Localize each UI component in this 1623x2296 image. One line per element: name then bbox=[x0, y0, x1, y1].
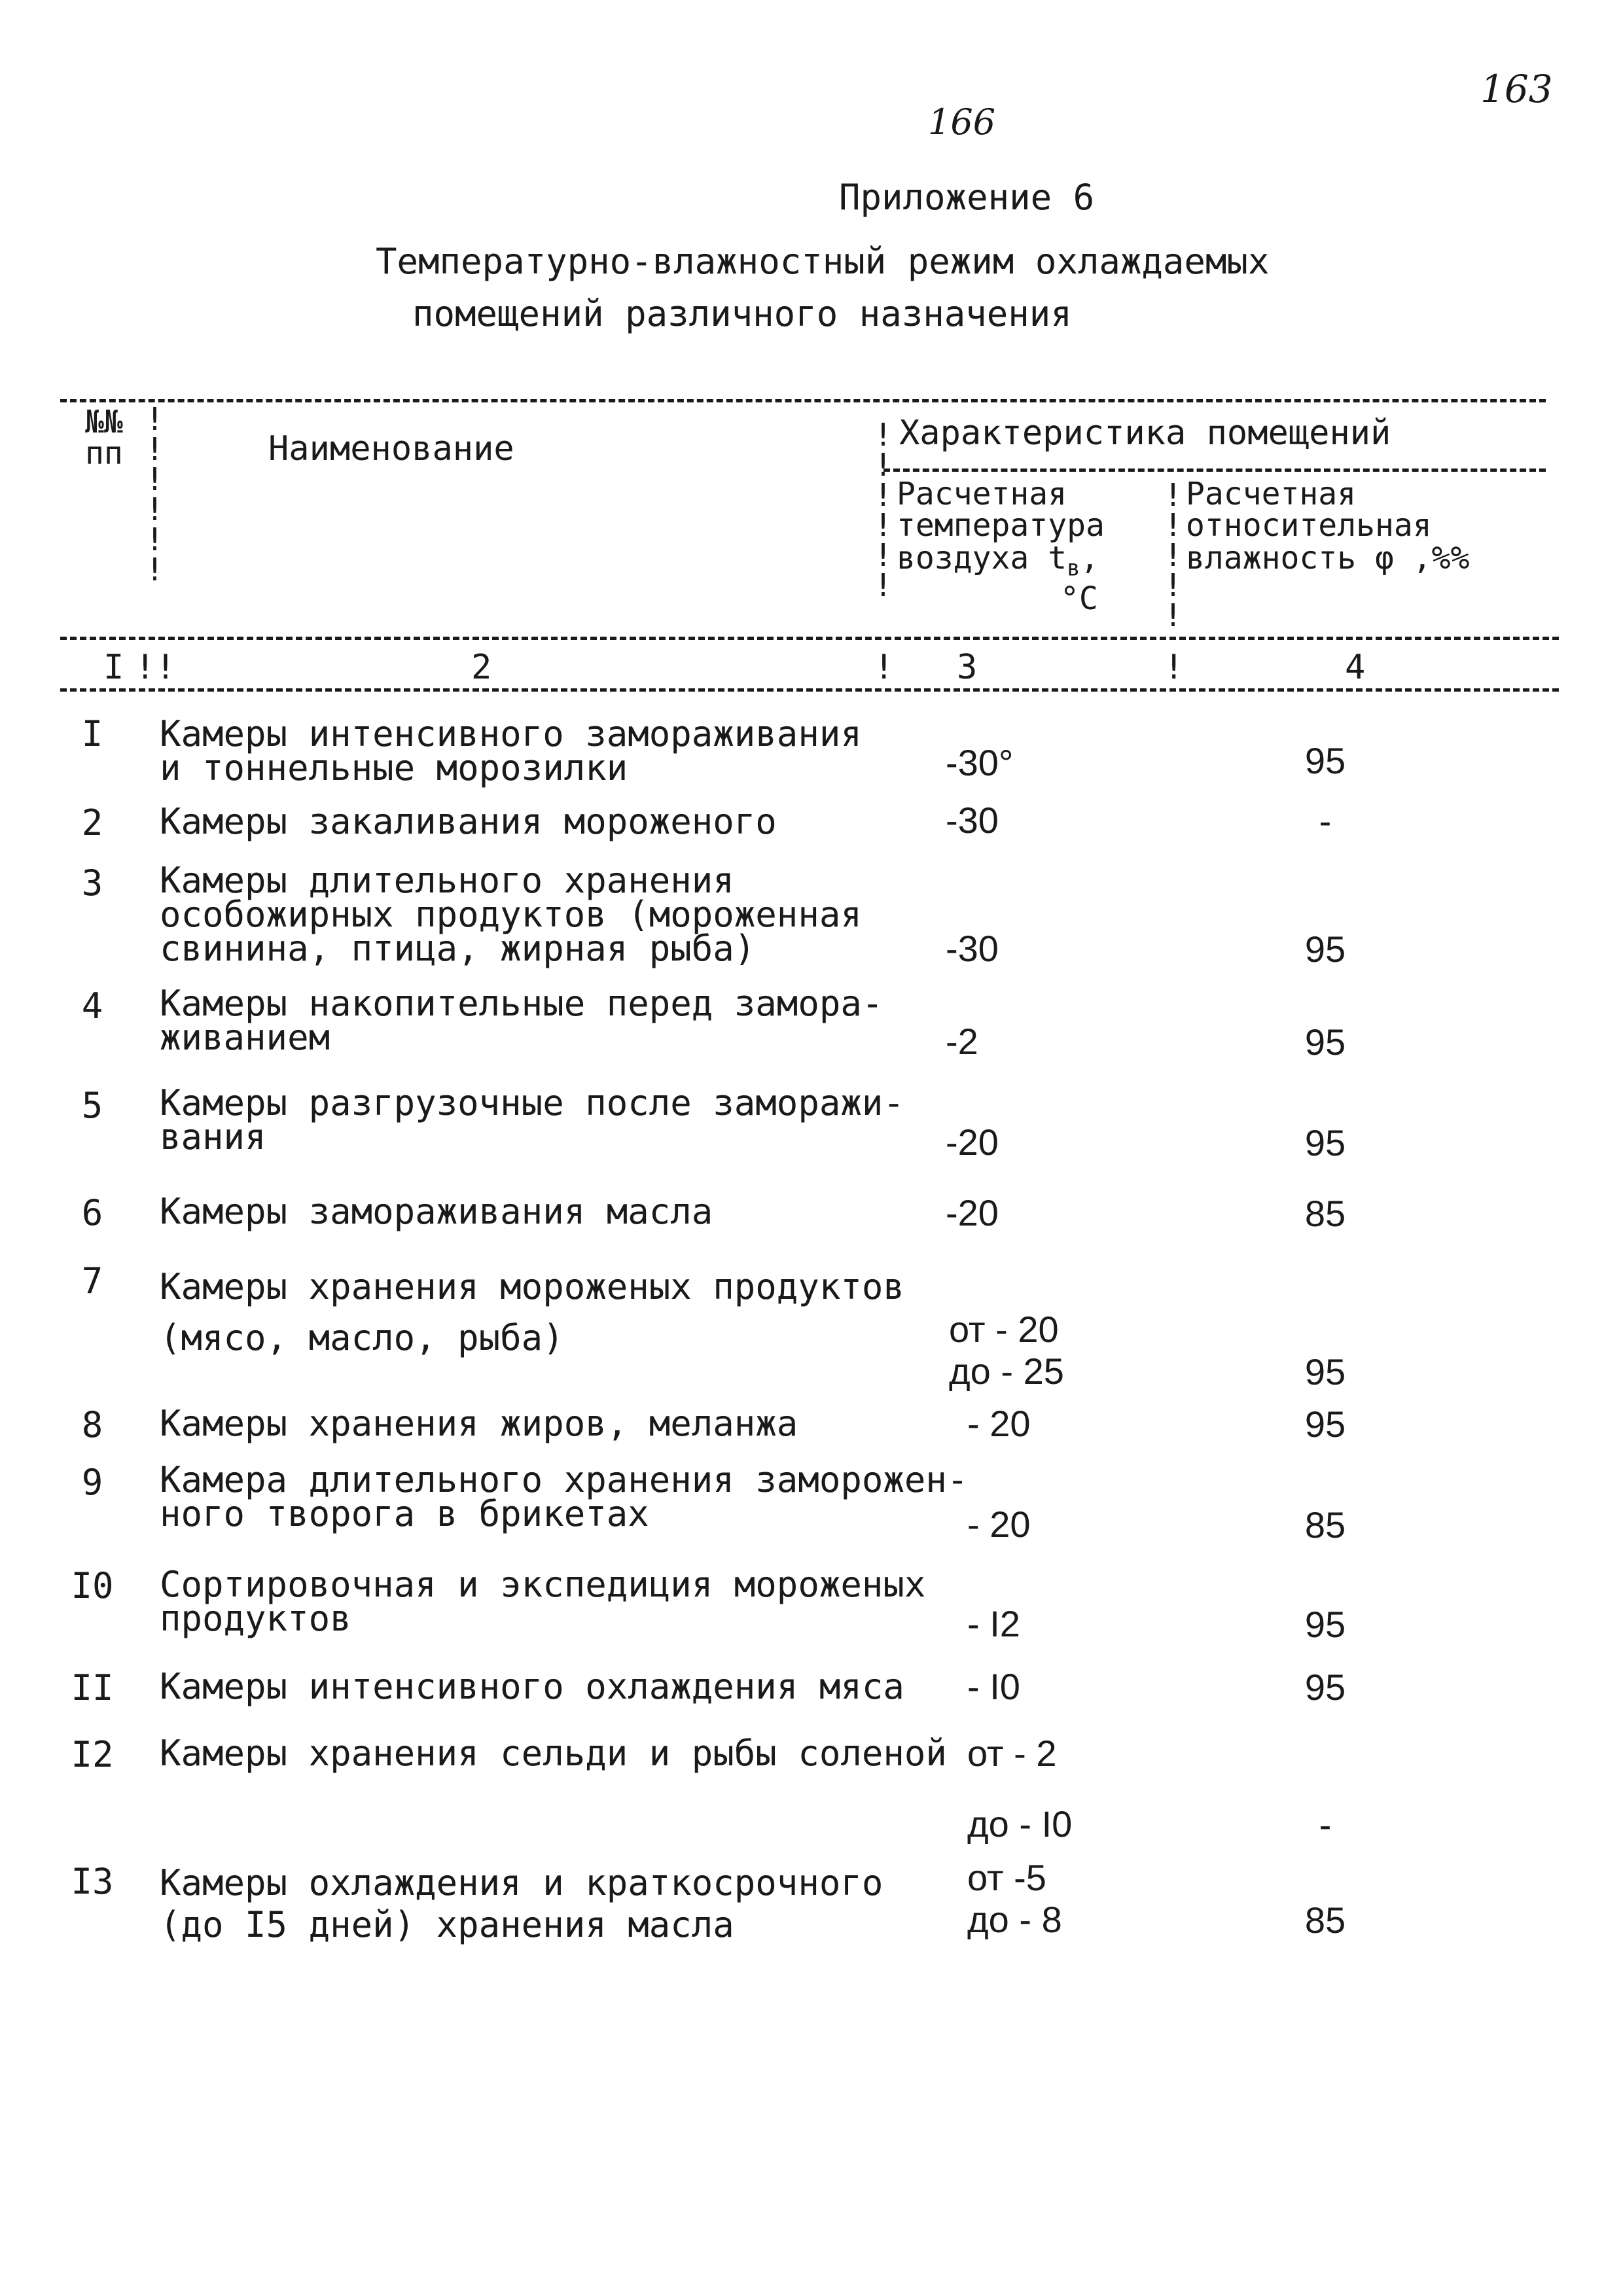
row-number: I3 bbox=[71, 1861, 114, 1902]
row-temperature: от - 2 bbox=[967, 1733, 1057, 1774]
row-name: Камеры накопительные перед замора- живанием bbox=[160, 983, 883, 1058]
row-name: Сортировочная и экспедиция мороженых продуктов bbox=[160, 1564, 926, 1639]
separator-col2: ! ! ! ! ! ! bbox=[874, 417, 893, 604]
row-number: 9 bbox=[81, 1462, 103, 1503]
number-header-line1: №№ bbox=[85, 404, 123, 440]
row-temperature: - 20 bbox=[967, 1504, 1031, 1545]
appendix-label: Приложение 6 bbox=[839, 177, 1095, 218]
row-number: 3 bbox=[81, 862, 103, 904]
row-temperature: от -5 до - 8 bbox=[967, 1857, 1062, 1940]
row-humidity: 95 bbox=[1304, 1604, 1346, 1645]
row-humidity: - bbox=[1319, 1804, 1332, 1845]
row-number: 8 bbox=[81, 1404, 103, 1445]
row-name: Камеры разгрузочные после заморажи- вания bbox=[160, 1082, 904, 1157]
row-humidity: 85 bbox=[1304, 1504, 1346, 1545]
column-number-3-bang: ! bbox=[1164, 648, 1185, 687]
row-number: 2 bbox=[81, 802, 103, 843]
column-numbers-rule bbox=[60, 688, 1559, 692]
row-temperature: -2 bbox=[946, 1021, 978, 1062]
row-humidity: 95 bbox=[1304, 740, 1346, 781]
column-number-2-bang: ! bbox=[874, 648, 895, 687]
humidity-header-line2: относительная bbox=[1186, 507, 1432, 544]
number-header-line2: пп bbox=[85, 435, 123, 472]
row-name: Камеры длительного хранения особожирных продуктов (мороженная свинина, птица, жирная рыба) bbox=[160, 860, 862, 969]
separator-col1: ! ! ! ! ! ! bbox=[145, 401, 164, 588]
row-temperature-2: до - I0 bbox=[967, 1803, 1073, 1845]
row-name: Камеры интенсивного замораживания и тоннельные морозилки bbox=[160, 713, 862, 788]
temp-header-text: воздуха t bbox=[897, 540, 1067, 576]
row-humidity: 95 bbox=[1304, 1351, 1346, 1392]
row-number: I0 bbox=[71, 1565, 114, 1606]
row-temperature: - I2 bbox=[967, 1603, 1020, 1644]
row-number: I bbox=[81, 713, 103, 754]
row-temperature: -20 bbox=[946, 1192, 999, 1233]
temp-header-line2: температура bbox=[897, 507, 1105, 544]
humidity-header-line1: Расчетная bbox=[1186, 476, 1357, 512]
temp-header-line1: Расчетная bbox=[897, 476, 1067, 512]
temp-header-line3: воздуха $t_в$, bbox=[897, 540, 1099, 582]
column-number-3: 3 bbox=[957, 648, 978, 687]
name-header: Наименование bbox=[268, 429, 514, 468]
row-temperature: -30 bbox=[946, 800, 999, 841]
column-number-1-bang: !! bbox=[135, 648, 176, 687]
row-name: Камеры хранения сельди и рыбы соленой bbox=[160, 1733, 947, 1774]
row-number: 6 bbox=[81, 1192, 103, 1233]
row-temperature: - 20 bbox=[967, 1403, 1031, 1444]
row-name: Камеры хранения мороженых продуктов (мясо, масло, рыба) bbox=[160, 1266, 904, 1358]
row-name: Камеры интенсивного охлаждения мяса bbox=[160, 1666, 904, 1707]
row-number: I2 bbox=[71, 1734, 114, 1775]
row-humidity: 95 bbox=[1304, 1021, 1346, 1063]
row-name: Камеры закаливания мороженого bbox=[160, 801, 777, 842]
row-temperature: от - 20 до - 25 bbox=[949, 1309, 1064, 1392]
row-name: Камера длительного хранения заморожен- ного творога в брикетах bbox=[160, 1459, 969, 1534]
characteristics-header: Характеристика помещений bbox=[899, 414, 1391, 453]
temp-header-subscript: в bbox=[1067, 555, 1080, 582]
humidity-header-line3: влажность φ ,%% bbox=[1186, 540, 1470, 576]
row-humidity: 85 bbox=[1304, 1193, 1346, 1234]
header-bottom-rule bbox=[60, 637, 1559, 640]
row-humidity: 95 bbox=[1304, 1667, 1346, 1708]
row-name: Камеры замораживания масла bbox=[160, 1191, 713, 1232]
row-temperature: - I0 bbox=[967, 1666, 1020, 1707]
temp-unit: °С bbox=[1060, 580, 1098, 617]
row-number: 7 bbox=[81, 1260, 103, 1301]
row-number: II bbox=[71, 1667, 114, 1708]
row-humidity: 95 bbox=[1304, 1122, 1346, 1163]
row-name: Камеры хранения жиров, меланжа bbox=[160, 1403, 798, 1444]
row-humidity: 95 bbox=[1304, 1404, 1346, 1445]
row-name: Камеры охлаждения и краткосрочного (до I5 дней) хранения масла bbox=[160, 1862, 883, 1945]
row-number: 4 bbox=[81, 985, 103, 1027]
table-title-line1: Температурно-влажностный режим охлаждаемых bbox=[376, 241, 1270, 282]
row-number: 5 bbox=[81, 1085, 103, 1126]
row-humidity: 85 bbox=[1304, 1899, 1346, 1941]
column-number-1: I bbox=[103, 648, 124, 687]
row-humidity: 95 bbox=[1304, 928, 1346, 970]
characteristics-rule bbox=[883, 468, 1546, 472]
page-number: 166 bbox=[928, 101, 996, 143]
archive-number: 163 bbox=[1480, 67, 1553, 111]
separator-col3: ! ! ! ! ! bbox=[1164, 477, 1183, 634]
row-temperature: -20 bbox=[946, 1122, 999, 1163]
table-title-line2: помещений различного назначения bbox=[412, 293, 1072, 334]
row-temperature: -30 bbox=[946, 928, 999, 969]
header-top-rule bbox=[60, 399, 1546, 402]
column-number-2: 2 bbox=[471, 648, 492, 687]
column-number-4: 4 bbox=[1345, 648, 1366, 687]
row-temperature: -30° bbox=[946, 742, 1014, 783]
row-humidity: - bbox=[1319, 800, 1332, 841]
